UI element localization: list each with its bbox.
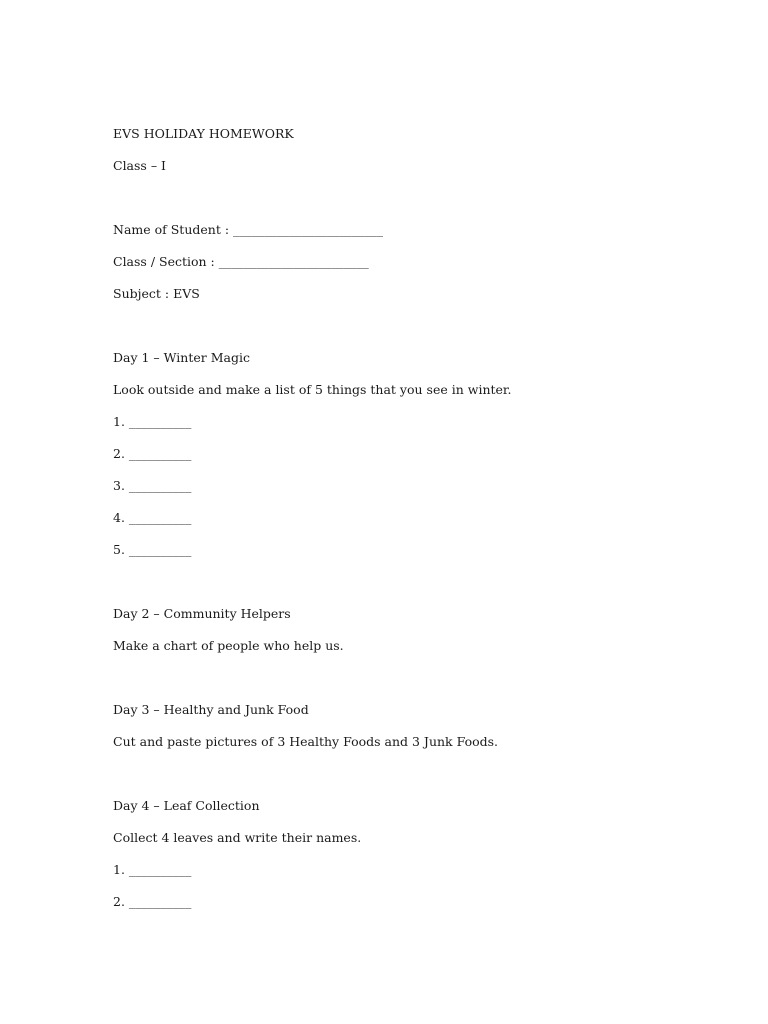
day1-instruction: Look outside and make a list of 5 things that you see in winter. — [113, 382, 512, 397]
document-page — [113, 124, 713, 924]
list-item: 1. __________ — [113, 862, 192, 877]
spacer — [113, 316, 713, 348]
day4-instruction: Collect 4 leaves and write their names. — [113, 830, 362, 845]
class-line: Class – I — [113, 158, 166, 173]
student-name-line: Name of Student : ________________________ — [113, 222, 384, 237]
spacer — [113, 188, 713, 220]
spacer — [113, 764, 713, 796]
day1-heading: Day 1 – Winter Magic — [113, 350, 250, 365]
list-item: 1. __________ — [113, 414, 192, 429]
list-item: 2. __________ — [113, 894, 192, 909]
spacer — [113, 668, 713, 700]
list-item: 4. __________ — [113, 510, 192, 525]
list-item: 5. __________ — [113, 542, 192, 557]
subject-line: Subject : EVS — [113, 286, 200, 301]
day3-heading: Day 3 – Healthy and Junk Food — [113, 702, 309, 717]
list-item: 2. __________ — [113, 446, 192, 461]
day2-heading: Day 2 – Community Helpers — [113, 606, 291, 621]
spacer — [113, 572, 713, 604]
day2-instruction: Make a chart of people who help us. — [113, 638, 344, 653]
day4-heading: Day 4 – Leaf Collection — [113, 798, 260, 813]
list-item: 3. __________ — [113, 478, 192, 493]
day3-instruction: Cut and paste pictures of 3 Healthy Foods and 3 Junk Foods. — [113, 734, 499, 749]
document-title: EVS HOLIDAY HOMEWORK — [113, 126, 294, 141]
class-section-line: Class / Section : ________________________ — [113, 254, 369, 269]
